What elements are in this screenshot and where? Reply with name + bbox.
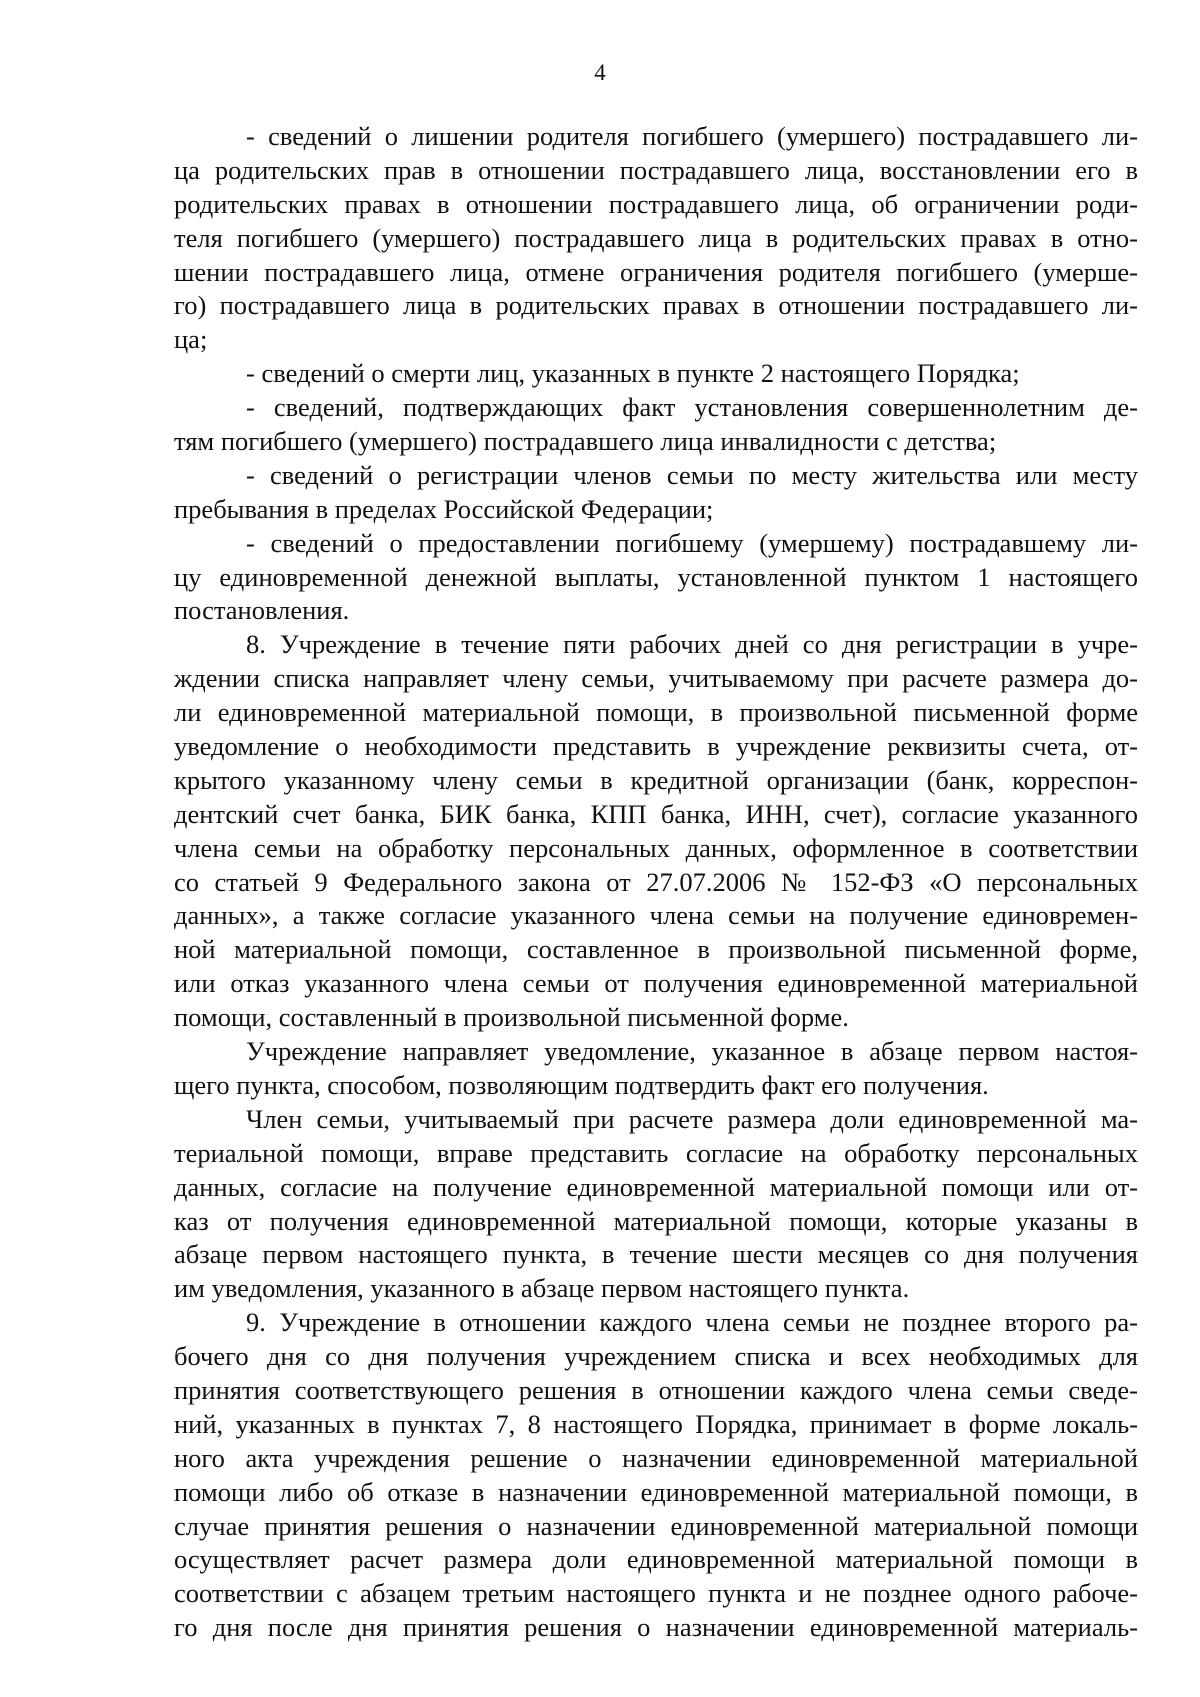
text-line: пребывания в пределах Российской Федерации; [174,493,714,524]
text-line: ний, указанных в пунктах 7, 8 настоящего Порядка, принимает в форме локаль- [174,1408,1138,1439]
text-line: 9. Учреждение в отношении каждого члена семьи не позднее второго ра- [246,1307,1138,1338]
text-line: уведомление о необходимости представить в учреждение реквизиты счета, от- [174,731,1138,762]
text-line: териальной помощи, вправе представить согласие на обработку персональных [174,1137,1138,1168]
text-line: члена семьи на обработку персональных данных, оформленное в соответствии [174,832,1138,863]
paragraph [174,1035,1138,1103]
text-line: случае принятия решения о назначении единовременной материальной помощи [174,1510,1138,1541]
text-line: осуществляет расчет размера доли единовременной материальной помощи в [174,1544,1138,1575]
text-line: ного акта учреждения решение о назначении единовременной материальной [174,1442,1138,1473]
text-line: ца родительских прав в отношении пострадавшего лица, восстановлении его в [174,154,1138,185]
text-line: 8. Учреждение в течение пяти рабочих дней со дня регистрации в учре- [246,629,1138,660]
text-line: ной материальной помощи, составленное в произвольной письменной форме, [174,934,1138,965]
paragraph [174,527,1138,629]
paragraph [174,391,1138,459]
text-line: соответствии с абзацем третьим настоящего пункта и не позднее одного рабоче- [174,1578,1138,1609]
text-line: данных, согласие на получение единовременной материальной помощи или от- [174,1171,1138,1202]
text-line: ли единовременной материальной помощи, в произвольной письменной форме [174,697,1138,728]
text-line: теля погибшего (умершего) пострадавшего лица в родительских правах в отно- [174,222,1138,253]
text-line: бочего дня со дня получения учреждением списка и всех необходимых для [174,1341,1138,1372]
text-line: - сведений, подтверждающих факт установления совершеннолетним де- [246,392,1138,423]
text-line: - сведений о смерти лиц, указанных в пункте 2 настоящего Порядка; [246,358,1020,389]
paragraph [174,120,1138,357]
text-line: ца; [174,324,208,355]
paragraph [174,459,1138,527]
page-number: 4 [594,60,606,85]
text-line: им уведомления, указанного в абзаце первом настоящего пункта. [174,1273,910,1304]
text-line: Учреждение направляет уведомление, указанное в абзаце первом настоя- [246,1036,1138,1067]
text-line: цу единовременной денежной выплаты, установленной пунктом 1 настоящего [174,561,1138,592]
text-line: со статьей 9 Федерального закона от 27.07.2006 № 152-ФЗ «О персональных [174,866,1138,897]
paragraph [174,1103,1138,1306]
text-line: или отказ указанного члена семьи от получения единовременной материальной [174,968,1138,999]
text-line: помощи, составленный в произвольной письменной форме. [174,1002,849,1033]
text-line: дентский счет банка, БИК банка, КПП банка, ИНН, счет), согласие указанного [174,798,1138,829]
text-line: - сведений о лишении родителя погибшего (умершего) пострадавшего ли- [246,121,1138,151]
text-line: родительских правах в отношении пострадавшего лица, об ограничении роди- [174,188,1138,219]
document-body [174,120,1138,1645]
text-line: - сведений о регистрации членов семьи по месту жительства или месту [246,459,1138,490]
text-line: каз от получения единовременной материальной помощи, которые указаны в [174,1205,1138,1236]
text-line: го дня после дня принятия решения о назначении единовременной материаль- [174,1612,1138,1643]
text-line: го) пострадавшего лица в родительских правах в отношении пострадавшего ли- [174,290,1138,321]
text-line: ждении списка направляет члену семьи, учитываемому при расчете размера до- [174,663,1138,694]
text-line: данных», а также согласие указанного члена семьи на получение единовремен- [174,900,1138,931]
text-line: абзаце первом настоящего пункта, в течение шести месяцев со дня получения [174,1239,1138,1270]
text-line: постановления. [174,595,350,626]
text-line: принятия соответствующего решения в отношении каждого члена семьи сведе- [174,1374,1138,1405]
text-line: помощи либо об отказе в назначении единовременной материальной помощи, в [174,1476,1138,1507]
paragraph [174,1306,1138,1645]
text-line: тям погибшего (умершего) пострадавшего лица инвалидности с детства; [174,426,997,457]
text-line: Член семьи, учитываемый при расчете размера доли единовременной ма- [246,1103,1138,1134]
text-line: - сведений о предоставлении погибшему (умершему) пострадавшему ли- [246,527,1138,558]
text-line: шении пострадавшего лица, отмене ограничения родителя погибшего (умерше- [174,256,1138,287]
text-line: щего пункта, способом, позволяющим подтвердить факт его получения. [174,1069,989,1100]
paragraph [174,628,1138,1035]
paragraph [174,357,1138,391]
text-line: крытого указанному члену семьи в кредитной организации (банк, корреспон- [174,764,1138,795]
